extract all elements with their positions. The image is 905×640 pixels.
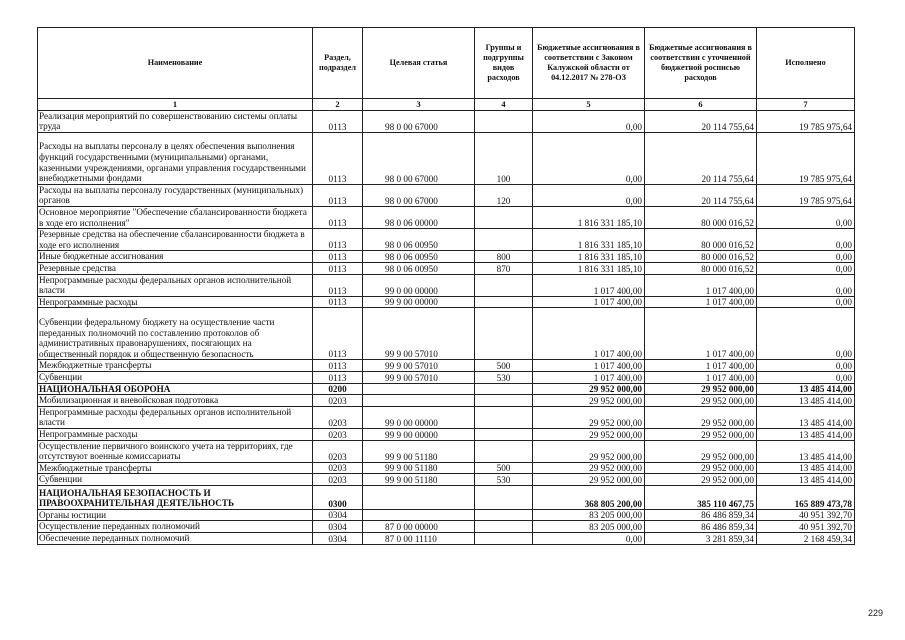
row-target-article: 99 0 00 00000 — [363, 274, 475, 296]
row-executed: 13 485 414,00 — [757, 406, 855, 428]
table-row — [38, 440, 855, 462]
row-expense-group — [475, 308, 533, 360]
row-target-article: 99 9 00 57010 — [363, 360, 475, 372]
row-name: Органы юстиции — [38, 509, 313, 521]
row-target-article: 98 0 06 00950 — [363, 251, 475, 263]
row-target-article: 99 9 00 51180 — [363, 462, 475, 474]
row-law-allocation: 1 816 331 185,10 — [533, 262, 645, 274]
row-section: 0113 — [313, 229, 363, 251]
row-refined-allocation: 86 486 859,34 — [645, 509, 757, 521]
row-law-allocation: 0,00 — [533, 533, 645, 545]
row-target-article: 87 0 00 00000 — [363, 521, 475, 533]
row-law-allocation: 29 952 000,00 — [533, 428, 645, 440]
row-executed: 13 485 414,00 — [757, 395, 855, 407]
row-expense-group — [475, 110, 533, 132]
table-row — [38, 360, 855, 372]
row-expense-group — [475, 428, 533, 440]
row-executed: 13 485 414,00 — [757, 474, 855, 486]
row-section: 0113 — [313, 207, 363, 229]
row-section: 0203 — [313, 395, 363, 407]
row-name: Мобилизационная и вневойсковая подготовка — [38, 395, 313, 407]
row-name: Субвенции федеральному бюджету на осуществление части переданных полномочий по составлению протоколов об административных правонарушениях, посягающих на общественный порядок и общественную безопасность — [38, 308, 313, 360]
row-expense-group: 530 — [475, 371, 533, 383]
row-name: Реализация мероприятий по совершенствованию системы оплаты труда — [38, 110, 313, 132]
column-number: 1 — [38, 99, 313, 111]
row-name: Основное мероприятие "Обеспечение сбалансированности бюджета в ходе его исполнения" — [38, 207, 313, 229]
row-target-article: 99 9 00 57010 — [363, 308, 475, 360]
row-law-allocation: 83 205 000,00 — [533, 521, 645, 533]
row-section: 0113 — [313, 274, 363, 296]
table-row — [38, 132, 855, 184]
row-expense-group — [475, 509, 533, 521]
row-refined-allocation: 80 000 016,52 — [645, 262, 757, 274]
row-target-article: 98 0 00 67000 — [363, 110, 475, 132]
row-refined-allocation: 29 952 000,00 — [645, 440, 757, 462]
row-law-allocation: 1 017 400,00 — [533, 274, 645, 296]
row-executed: 13 485 414,00 — [757, 440, 855, 462]
row-name: Резервные средства — [38, 262, 313, 274]
row-expense-group — [475, 383, 533, 395]
row-executed: 0,00 — [757, 296, 855, 308]
row-name: НАЦИОНАЛЬНАЯ ОБОРОНА — [38, 383, 313, 395]
column-number: 3 — [363, 99, 475, 111]
row-executed: 40 951 392,70 — [757, 509, 855, 521]
row-expense-group — [475, 274, 533, 296]
page-number: 229 — [867, 608, 883, 618]
row-refined-allocation: 29 952 000,00 — [645, 474, 757, 486]
row-law-allocation: 29 952 000,00 — [533, 406, 645, 428]
row-section: 0113 — [313, 371, 363, 383]
row-executed: 0,00 — [757, 229, 855, 251]
row-refined-allocation: 1 017 400,00 — [645, 274, 757, 296]
row-section: 0300 — [313, 485, 363, 509]
column-numbers-row — [38, 99, 855, 111]
table-row — [38, 207, 855, 229]
row-section: 0304 — [313, 521, 363, 533]
table-row — [38, 474, 855, 486]
row-executed: 2 168 459,34 — [757, 533, 855, 545]
row-expense-group — [475, 395, 533, 407]
table-row — [38, 395, 855, 407]
row-target-article: 98 0 00 67000 — [363, 132, 475, 184]
row-name: Субвенции — [38, 371, 313, 383]
row-refined-allocation: 1 017 400,00 — [645, 360, 757, 372]
row-executed: 0,00 — [757, 360, 855, 372]
row-name: Субвенции — [38, 474, 313, 486]
header-target: Целевая статья — [363, 28, 475, 99]
column-number: 4 — [475, 99, 533, 111]
row-executed: 19 785 975,64 — [757, 110, 855, 132]
row-law-allocation: 83 205 000,00 — [533, 509, 645, 521]
row-refined-allocation: 29 952 000,00 — [645, 406, 757, 428]
row-executed: 13 485 414,00 — [757, 462, 855, 474]
table-row — [38, 509, 855, 521]
row-expense-group: 120 — [475, 184, 533, 206]
row-law-allocation: 29 952 000,00 — [533, 474, 645, 486]
row-expense-group: 500 — [475, 462, 533, 474]
row-section: 0113 — [313, 110, 363, 132]
row-target-article: 98 0 00 67000 — [363, 184, 475, 206]
column-number: 6 — [645, 99, 757, 111]
row-law-allocation: 29 952 000,00 — [533, 440, 645, 462]
row-law-allocation: 368 805 200,00 — [533, 485, 645, 509]
row-expense-group — [475, 533, 533, 545]
table-header — [38, 28, 855, 111]
row-expense-group — [475, 296, 533, 308]
row-target-article: 87 0 00 11110 — [363, 533, 475, 545]
row-expense-group: 870 — [475, 262, 533, 274]
row-refined-allocation: 29 952 000,00 — [645, 428, 757, 440]
row-law-allocation: 0,00 — [533, 132, 645, 184]
row-target-article: 98 0 06 00950 — [363, 262, 475, 274]
row-section: 0203 — [313, 462, 363, 474]
table-row — [38, 308, 855, 360]
row-expense-group — [475, 485, 533, 509]
row-law-allocation: 29 952 000,00 — [533, 462, 645, 474]
row-expense-group — [475, 229, 533, 251]
header-section: Раздел, подраздел — [313, 28, 363, 99]
table-row — [38, 296, 855, 308]
row-name: НАЦИОНАЛЬНАЯ БЕЗОПАСНОСТЬ И ПРАВООХРАНИТЕЛЬНАЯ ДЕЯТЕЛЬНОСТЬ — [38, 485, 313, 509]
row-executed: 40 951 392,70 — [757, 521, 855, 533]
row-refined-allocation: 1 017 400,00 — [645, 308, 757, 360]
row-refined-allocation: 80 000 016,52 — [645, 251, 757, 263]
row-law-allocation: 0,00 — [533, 110, 645, 132]
row-executed: 0,00 — [757, 274, 855, 296]
row-refined-allocation: 385 110 467,75 — [645, 485, 757, 509]
row-section: 0113 — [313, 132, 363, 184]
budget-table — [37, 27, 855, 545]
table-row — [38, 371, 855, 383]
table-row — [38, 462, 855, 474]
row-section: 0304 — [313, 533, 363, 545]
row-law-allocation: 29 952 000,00 — [533, 383, 645, 395]
table-row — [38, 274, 855, 296]
table-row — [38, 110, 855, 132]
row-refined-allocation: 20 114 755,64 — [645, 184, 757, 206]
row-refined-allocation: 1 017 400,00 — [645, 371, 757, 383]
row-name: Непрограммные расходы федеральных органов исполнительной власти — [38, 406, 313, 428]
row-name: Непрограммные расходы федеральных органов исполнительной власти — [38, 274, 313, 296]
row-executed: 0,00 — [757, 262, 855, 274]
row-law-allocation: 1 816 331 185,10 — [533, 251, 645, 263]
row-law-allocation: 1 017 400,00 — [533, 371, 645, 383]
row-refined-allocation: 20 114 755,64 — [645, 132, 757, 184]
row-executed: 19 785 975,64 — [757, 184, 855, 206]
row-target-article: 99 0 00 00000 — [363, 406, 475, 428]
row-section: 0203 — [313, 428, 363, 440]
row-target-article: 98 0 06 00000 — [363, 207, 475, 229]
table-row — [38, 485, 855, 509]
row-target-article: 99 9 00 51180 — [363, 474, 475, 486]
row-name: Расходы на выплаты персоналу государственных (муниципальных) органов — [38, 184, 313, 206]
row-section: 0113 — [313, 262, 363, 274]
table-row — [38, 428, 855, 440]
row-expense-group — [475, 521, 533, 533]
row-section: 0113 — [313, 360, 363, 372]
header-name: Наименование — [38, 28, 313, 99]
row-refined-allocation: 29 952 000,00 — [645, 395, 757, 407]
row-name: Резервные средства на обеспечение сбалансированности бюджета в ходе его исполнения — [38, 229, 313, 251]
row-law-allocation: 1 816 331 185,10 — [533, 207, 645, 229]
row-expense-group: 500 — [475, 360, 533, 372]
row-law-allocation: 1 017 400,00 — [533, 308, 645, 360]
row-executed: 0,00 — [757, 207, 855, 229]
row-executed: 0,00 — [757, 251, 855, 263]
row-target-article — [363, 509, 475, 521]
row-law-allocation: 0,00 — [533, 184, 645, 206]
row-refined-allocation: 29 952 000,00 — [645, 462, 757, 474]
header-group: Группы и подгруппы видов расходов — [475, 28, 533, 99]
table-body — [38, 110, 855, 544]
table-row — [38, 383, 855, 395]
header-law-allocation: Бюджетные ассигнования в соответствии с Законом Калужской области от 04.12.2017 № 278-ОЗ — [533, 28, 645, 99]
row-executed: 0,00 — [757, 371, 855, 383]
row-refined-allocation: 80 000 016,52 — [645, 229, 757, 251]
row-name: Иные бюджетные ассигнования — [38, 251, 313, 263]
row-name: Осуществление переданных полномочий — [38, 521, 313, 533]
row-expense-group — [475, 440, 533, 462]
row-expense-group: 100 — [475, 132, 533, 184]
row-section: 0113 — [313, 308, 363, 360]
row-expense-group — [475, 406, 533, 428]
row-target-article — [363, 395, 475, 407]
table-row — [38, 406, 855, 428]
row-executed: 19 785 975,64 — [757, 132, 855, 184]
row-section: 0203 — [313, 474, 363, 486]
row-refined-allocation: 86 486 859,34 — [645, 521, 757, 533]
row-law-allocation: 1 816 331 185,10 — [533, 229, 645, 251]
row-expense-group — [475, 207, 533, 229]
row-section: 0203 — [313, 406, 363, 428]
row-target-article: 98 0 06 00950 — [363, 229, 475, 251]
row-name: Осуществление первичного воинского учета на территориях, где отсутствуют военные комиссариаты — [38, 440, 313, 462]
column-number: 2 — [313, 99, 363, 111]
row-name: Непрограммные расходы — [38, 428, 313, 440]
row-executed: 165 889 473,78 — [757, 485, 855, 509]
row-law-allocation: 29 952 000,00 — [533, 395, 645, 407]
row-target-article: 99 9 00 00000 — [363, 428, 475, 440]
row-law-allocation: 1 017 400,00 — [533, 360, 645, 372]
column-number: 5 — [533, 99, 645, 111]
table-row — [38, 184, 855, 206]
row-executed: 13 485 414,00 — [757, 383, 855, 395]
row-target-article: 99 9 00 57010 — [363, 371, 475, 383]
row-name: Непрограммные расходы — [38, 296, 313, 308]
row-name: Межбюджетные трансферты — [38, 462, 313, 474]
table-row — [38, 229, 855, 251]
row-executed: 13 485 414,00 — [757, 428, 855, 440]
row-name: Расходы на выплаты персоналу в целях обеспечения выполнения функций государственными (муниципальными) органами, казенными учреждениями, органами управления государственными внебюджетными фондами — [38, 132, 313, 184]
row-section: 0113 — [313, 184, 363, 206]
row-expense-group: 800 — [475, 251, 533, 263]
table-row — [38, 533, 855, 545]
row-target-article: 99 9 00 51180 — [363, 440, 475, 462]
table-row — [38, 521, 855, 533]
row-executed: 0,00 — [757, 308, 855, 360]
row-target-article — [363, 383, 475, 395]
row-section: 0200 — [313, 383, 363, 395]
row-section: 0304 — [313, 509, 363, 521]
header-refined-allocation: Бюджетные ассигнования в соответствии с уточненной бюджетной росписью расходов — [645, 28, 757, 99]
table-row — [38, 262, 855, 274]
column-number: 7 — [757, 99, 855, 111]
table-row — [38, 251, 855, 263]
row-expense-group: 530 — [475, 474, 533, 486]
row-name: Межбюджетные трансферты — [38, 360, 313, 372]
row-section: 0113 — [313, 251, 363, 263]
row-target-article — [363, 485, 475, 509]
row-section: 0203 — [313, 440, 363, 462]
row-law-allocation: 1 017 400,00 — [533, 296, 645, 308]
row-refined-allocation: 29 952 000,00 — [645, 383, 757, 395]
row-section: 0113 — [313, 296, 363, 308]
row-refined-allocation: 1 017 400,00 — [645, 296, 757, 308]
row-name: Обеспечение переданных полномочий — [38, 533, 313, 545]
row-refined-allocation: 3 281 859,34 — [645, 533, 757, 545]
row-refined-allocation: 20 114 755,64 — [645, 110, 757, 132]
header-executed: Исполнено — [757, 28, 855, 99]
row-target-article: 99 9 00 00000 — [363, 296, 475, 308]
row-refined-allocation: 80 000 016,52 — [645, 207, 757, 229]
